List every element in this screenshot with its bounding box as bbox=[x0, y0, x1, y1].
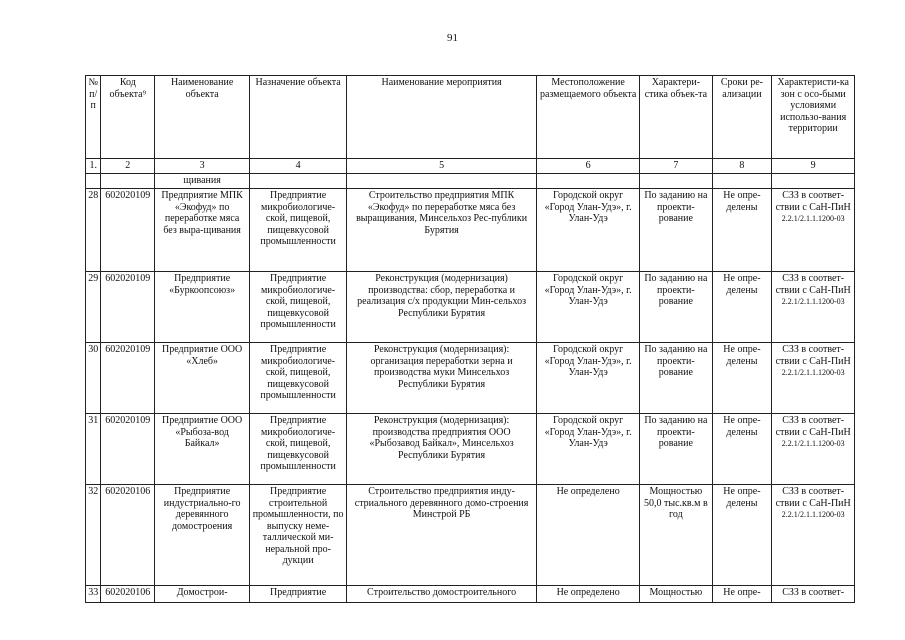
column-number: 5 bbox=[347, 159, 537, 174]
zone-cell bbox=[772, 485, 855, 586]
header-cell-zone: Характеристи-ка зон с осо-быми условиями использо-вания территории bbox=[772, 76, 855, 159]
zone-cell bbox=[772, 343, 855, 414]
object-characteristic-cell: По заданию на проекти-рование bbox=[640, 414, 712, 485]
object-location-cell: Городской округ «Город Улан-Удэ», г. Улан-Удэ bbox=[537, 272, 640, 343]
object-purpose-cell: Предприятие строительной промышленности, по выпуску неме-таллической ми-неральной про-дукции bbox=[250, 485, 347, 586]
zone-norm: 2.2.1/2.1.1.1200-03 bbox=[781, 368, 845, 377]
empty-cell bbox=[101, 174, 155, 189]
column-number: 9 bbox=[772, 159, 855, 174]
row-number-cell: 30 bbox=[86, 343, 101, 414]
object-characteristic-cell: По заданию на проекти-рование bbox=[640, 343, 712, 414]
measure-name-cell: Строительство предприятия инду-стриального деревянного домо-строения Минстрой РБ bbox=[347, 485, 537, 586]
object-location-cell: Городской округ «Город Улан-Удэ», г. Улан-Удэ bbox=[537, 343, 640, 414]
object-purpose-cell: Предприятие микробиологиче-ской, пищевой, пищевкусовой промышленности bbox=[250, 414, 347, 485]
empty-cell bbox=[250, 174, 347, 189]
object-code-cell: 602020106 bbox=[101, 485, 155, 586]
table-row bbox=[86, 189, 855, 272]
zone-cell bbox=[772, 272, 855, 343]
header-cell-location: Местоположение размещаемого объекта bbox=[537, 76, 640, 159]
implementation-term-cell: Не опре-делены bbox=[712, 272, 772, 343]
empty-cell bbox=[640, 174, 712, 189]
empty-cell bbox=[537, 174, 640, 189]
object-name-cell: Предприятие ООО «Хлеб» bbox=[155, 343, 250, 414]
column-number: 2 bbox=[101, 159, 155, 174]
header-cell-code: Код объекта⁹ bbox=[101, 76, 155, 159]
object-name-cell: Предприятие индустриально-го деревянного домостроения bbox=[155, 485, 250, 586]
object-code-cell: 602020109 bbox=[101, 414, 155, 485]
measures-table bbox=[85, 75, 855, 603]
measure-name-cell: Реконструкция (модернизация): производства предприятия ООО «Рыбозавод Байкал», Минсельхоз Республики Бурятия bbox=[347, 414, 537, 485]
table-row bbox=[86, 485, 855, 586]
measure-name-cell: Реконструкция (модернизация) производства: сбор, переработка и реализация с/х продукции Мин-сельхоз Республики Бурятия bbox=[347, 272, 537, 343]
empty-cell bbox=[86, 174, 101, 189]
carry-over-text: щивания bbox=[155, 174, 250, 189]
object-code-cell: 602020109 bbox=[101, 343, 155, 414]
table-row bbox=[86, 586, 855, 603]
column-numbers-row bbox=[86, 159, 855, 174]
object-characteristic-cell: Мощностью bbox=[640, 586, 712, 603]
column-number: 7 bbox=[640, 159, 712, 174]
zone-norm: 2.2.1/2.1.1.1200-03 bbox=[781, 214, 845, 223]
row-number-cell: 33 bbox=[86, 586, 101, 603]
column-number: 4 bbox=[250, 159, 347, 174]
object-name-cell: Предприятие «Буркоопсоюз» bbox=[155, 272, 250, 343]
implementation-term-cell: Не опре-делены bbox=[712, 189, 772, 272]
object-characteristic-cell: Мощностью 50,0 тыс.кв.м в год bbox=[640, 485, 712, 586]
table-row bbox=[86, 414, 855, 485]
object-characteristic-cell: По заданию на проекти-рование bbox=[640, 272, 712, 343]
object-name-cell: Домострои- bbox=[155, 586, 250, 603]
header-cell-name: Наименование объекта bbox=[155, 76, 250, 159]
header-row bbox=[86, 76, 855, 159]
object-purpose-cell: Предприятие bbox=[250, 586, 347, 603]
zone-text: СЗЗ в соответ- bbox=[782, 587, 845, 598]
object-location-cell: Не определено bbox=[537, 485, 640, 586]
zone-cell bbox=[772, 414, 855, 485]
empty-cell bbox=[712, 174, 772, 189]
object-location-cell: Городской округ «Город Улан-Удэ», г. Улан-Удэ bbox=[537, 189, 640, 272]
implementation-term-cell: Не опре-делены bbox=[712, 343, 772, 414]
column-number: 8 bbox=[712, 159, 772, 174]
zone-text: СЗЗ в соответ-ствии с СаН-ПиН bbox=[775, 344, 851, 367]
object-purpose-cell: Предприятие микробиологиче-ской, пищевой, пищевкусовой промышленности bbox=[250, 189, 347, 272]
header-cell-characteristic: Характери-стика объек-та bbox=[640, 76, 712, 159]
header-cell-term: Сроки ре-ализации bbox=[712, 76, 772, 159]
implementation-term-cell: Не опре-делены bbox=[712, 485, 772, 586]
carry-over-row bbox=[86, 174, 855, 189]
empty-cell bbox=[347, 174, 537, 189]
object-code-cell: 602020109 bbox=[101, 272, 155, 343]
zone-text: СЗЗ в соответ-ствии с СаН-ПиН bbox=[775, 190, 851, 213]
empty-cell bbox=[772, 174, 855, 189]
object-code-cell: 602020109 bbox=[101, 189, 155, 272]
column-number: 6 bbox=[537, 159, 640, 174]
zone-norm: 2.2.1/2.1.1.1200-03 bbox=[781, 297, 845, 306]
measure-name-cell: Строительство домостроительного bbox=[347, 586, 537, 603]
zone-norm: 2.2.1/2.1.1.1200-03 bbox=[781, 510, 845, 519]
object-location-cell: Городской округ «Город Улан-Удэ», г. Улан-Удэ bbox=[537, 414, 640, 485]
row-number-cell: 31 bbox=[86, 414, 101, 485]
row-number-cell: 28 bbox=[86, 189, 101, 272]
zone-norm: 2.2.1/2.1.1.1200-03 bbox=[781, 439, 845, 448]
zone-cell bbox=[772, 189, 855, 272]
column-number: 1. bbox=[86, 159, 101, 174]
object-name-cell: Предприятие ООО «Рыбоза-вод Байкал» bbox=[155, 414, 250, 485]
row-number-cell: 32 bbox=[86, 485, 101, 586]
row-number-cell: 29 bbox=[86, 272, 101, 343]
zone-cell bbox=[772, 586, 855, 603]
implementation-term-cell: Не опре-делены bbox=[712, 414, 772, 485]
page-number: 91 bbox=[447, 32, 458, 44]
header-cell-num: № п/п bbox=[86, 76, 101, 159]
header-cell-purpose: Назначение объекта bbox=[250, 76, 347, 159]
object-purpose-cell: Предприятие микробиологиче-ской, пищевой, пищевкусовой промышленности bbox=[250, 272, 347, 343]
object-characteristic-cell: По заданию на проекти-рование bbox=[640, 189, 712, 272]
measure-name-cell: Строительство предприятия МПК «Экофуд» по переработке мяса без выращивания, Минсельхоз Рес-публики Бурятия bbox=[347, 189, 537, 272]
object-name-cell: Предприятие МПК «Экофуд» по переработке мяса без выра-щивания bbox=[155, 189, 250, 272]
column-number: 3 bbox=[155, 159, 250, 174]
object-purpose-cell: Предприятие микробиологиче-ской, пищевой, пищевкусовой промышленности bbox=[250, 343, 347, 414]
header-cell-action: Наименование мероприятия bbox=[347, 76, 537, 159]
implementation-term-cell: Не опре- bbox=[712, 586, 772, 603]
object-code-cell: 602020106 bbox=[101, 586, 155, 603]
zone-text: СЗЗ в соответ-ствии с СаН-ПиН bbox=[775, 486, 851, 509]
zone-text: СЗЗ в соответ-ствии с СаН-ПиН bbox=[775, 273, 851, 296]
table-row bbox=[86, 272, 855, 343]
measure-name-cell: Реконструкция (модернизация): организация переработки зерна и производства муки Минсельхоз Республики Бурятия bbox=[347, 343, 537, 414]
table-row bbox=[86, 343, 855, 414]
zone-text: СЗЗ в соответ-ствии с СаН-ПиН bbox=[775, 415, 851, 438]
object-location-cell: Не определено bbox=[537, 586, 640, 603]
